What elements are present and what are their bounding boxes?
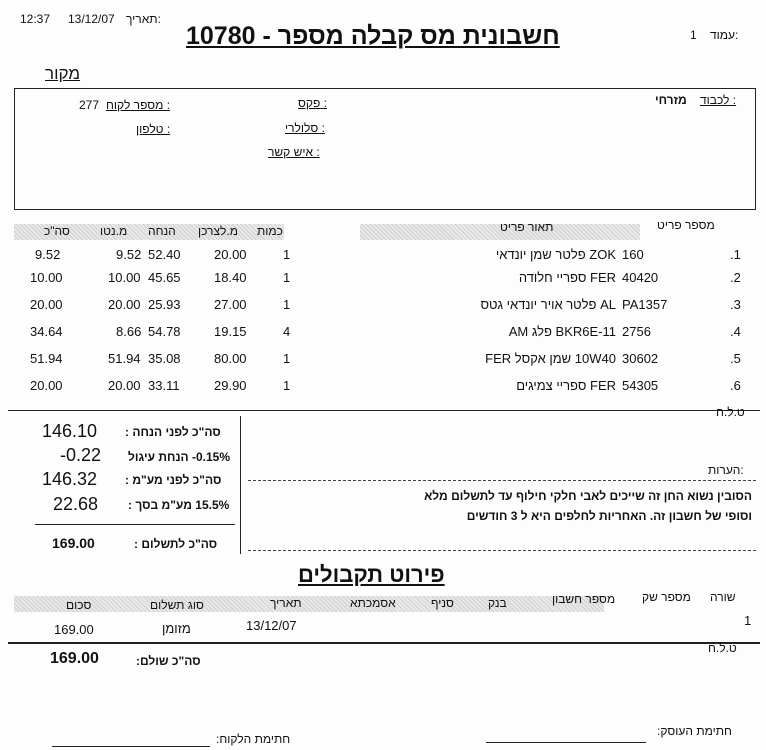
row-code: 160 xyxy=(622,247,644,262)
to-name: מזרחי xyxy=(655,93,687,107)
col-net: מ.נטו xyxy=(100,224,128,238)
row-discount: 52.40 xyxy=(148,247,181,262)
total-paid-label: סה"כ שולם: xyxy=(136,654,201,668)
fax-label: פקס : xyxy=(298,96,327,110)
col-desc: תאור פריט xyxy=(500,220,554,234)
customer-no-label: מספר לקוח : xyxy=(106,98,171,112)
notes-line-2: וסופי של חשבון זה. האחריות לחלפים היא ל 3 חודשים xyxy=(466,509,752,523)
items-tlh: ט.ל.ח xyxy=(716,405,745,419)
page-title: חשבונית מס קבלה מספר - 10780 xyxy=(186,22,560,50)
notes-bottom-rule xyxy=(248,550,756,551)
row-discount: 45.65 xyxy=(148,270,181,285)
page-label: עמוד: xyxy=(710,28,739,42)
table-row xyxy=(0,270,766,294)
col-price: מ.לצרכן xyxy=(198,224,238,238)
row-net: 8.66 xyxy=(116,324,142,339)
row-net: 20.00 xyxy=(108,297,141,312)
customer-signature-label: חתימת הלקוח: xyxy=(216,732,291,746)
row-total: 20.00 xyxy=(30,297,63,312)
customer-no: 277 xyxy=(79,98,100,112)
col-total: סה"כ xyxy=(44,224,70,238)
page-number: 1 xyxy=(690,28,697,42)
total-before-discount: 146.10 xyxy=(42,421,98,441)
total-to-pay: 169.00 xyxy=(52,535,95,551)
row-desc: FER ספריי צמיגים xyxy=(516,378,616,393)
row-price: 27.00 xyxy=(214,297,247,312)
row-code: 40420 xyxy=(622,270,659,285)
row-discount: 54.78 xyxy=(148,324,181,339)
receipts-header-band xyxy=(14,596,604,612)
row-code: 2756 xyxy=(622,324,651,339)
total-before-discount-label: סה"כ לפני הנחה : xyxy=(125,425,221,439)
row-code: 54305 xyxy=(622,378,659,393)
row-qty: 4 xyxy=(283,324,291,339)
receipts-title: פירוט תקבולים xyxy=(298,562,445,587)
row-total: 9.52 xyxy=(35,247,61,262)
rounding-discount: -0.22 xyxy=(60,445,102,465)
customer-signature-line xyxy=(52,746,210,747)
dealer-signature-label: חתימת העוסק: xyxy=(657,724,732,738)
totals-divider xyxy=(240,416,241,554)
rounding-discount-label: 0.15%- הנחת עיגול xyxy=(128,450,231,464)
table-row xyxy=(0,297,766,321)
total-before-vat-label: סה"כ לפני מע"מ : xyxy=(125,473,222,487)
receipt-date: 13/12/07 xyxy=(246,618,297,633)
table-row xyxy=(0,613,766,637)
col-payment-type: סוג תשלום xyxy=(150,598,204,612)
cell-label: סלולרי : xyxy=(285,121,325,135)
date-label: תאריך: xyxy=(126,12,161,26)
row-qty: 1 xyxy=(283,378,291,393)
items-bottom-rule xyxy=(8,410,760,411)
row-qty: 1 xyxy=(283,351,291,366)
row-desc: 10W40 שמן אקסל FER xyxy=(485,351,616,366)
row-desc: AL פלטר אויר יונדאי גטס xyxy=(480,297,616,312)
row-price: 19.15 xyxy=(214,324,247,339)
table-row xyxy=(0,247,766,271)
notes-line-1: הסובין נשוא החן זה שייכים לאבי חלקי חילוף עד לתשלום מלא xyxy=(424,489,752,503)
receipt-line: 1 xyxy=(744,613,752,628)
row-net: 9.52 xyxy=(116,247,142,262)
col-discount: הנחה xyxy=(148,224,176,238)
receipts-bottom-rule xyxy=(8,642,760,644)
total-before-vat: 146.32 xyxy=(42,469,98,489)
row-price: 29.90 xyxy=(214,378,247,393)
row-net: 10.00 xyxy=(108,270,141,285)
row-price: 20.00 xyxy=(214,247,247,262)
receipt-payment-type: מזומן xyxy=(162,621,191,636)
row-code: PA1357 xyxy=(622,297,668,312)
col-line: שורה xyxy=(710,590,736,604)
row-net: 20.00 xyxy=(108,378,141,393)
row-discount: 33.11 xyxy=(148,378,180,393)
vat-label: 15.5% מע"מ בסך : xyxy=(128,498,230,512)
row-desc: FER ספריי חלודה xyxy=(518,270,616,285)
col-item-no: מספר פריט xyxy=(657,218,715,232)
row-qty: 1 xyxy=(283,297,291,312)
receipts-tlh: ט.ל.ח xyxy=(708,641,737,655)
row-total: 20.00 xyxy=(30,378,63,393)
print-date: 13/12/07 xyxy=(68,12,115,26)
row-price: 80.00 xyxy=(214,351,247,366)
row-index: .4 xyxy=(730,324,741,339)
table-row xyxy=(0,378,766,402)
col-reference: אסמכתא xyxy=(350,596,396,610)
notes-label: הערות: xyxy=(708,463,744,477)
row-price: 18.40 xyxy=(214,270,247,285)
row-index: .2 xyxy=(730,270,741,285)
row-total: 34.64 xyxy=(30,324,63,339)
row-qty: 1 xyxy=(283,270,291,285)
row-index: .5 xyxy=(730,351,741,366)
col-amount: סכום xyxy=(66,598,92,612)
dealer-signature-line xyxy=(486,742,646,743)
col-qty: כמות xyxy=(257,224,283,238)
col-branch: סניף xyxy=(431,596,454,610)
row-discount: 25.93 xyxy=(148,297,181,312)
totals-rule xyxy=(35,524,235,525)
row-discount: 35.08 xyxy=(148,351,181,366)
total-to-pay-label: סה"כ לתשלום : xyxy=(134,537,218,551)
row-index: .6 xyxy=(730,378,741,393)
row-total: 10.00 xyxy=(30,270,63,285)
row-code: 30602 xyxy=(622,351,659,366)
row-qty: 1 xyxy=(283,247,291,262)
col-date: תאריך xyxy=(270,596,302,610)
vat-amount: 22.68 xyxy=(53,494,99,514)
row-desc: BKR6E-11 פלג AM xyxy=(508,324,616,339)
row-index: .1 xyxy=(730,247,741,262)
col-check-no: מספר שק xyxy=(642,590,691,604)
col-account-no: מספר חשבון xyxy=(552,592,616,606)
row-index: .3 xyxy=(730,297,741,312)
row-desc: ZOK פלטר שמן יונדאי xyxy=(495,247,616,262)
col-bank: בנק xyxy=(488,596,507,610)
print-time: 12:37 xyxy=(20,12,51,26)
source-label: מקור xyxy=(45,64,81,83)
total-paid: 169.00 xyxy=(50,650,99,667)
table-row xyxy=(0,351,766,375)
notes-top-rule xyxy=(248,480,756,481)
table-row xyxy=(0,324,766,348)
receipt-amount: 169.00 xyxy=(54,622,94,637)
row-total: 51.94 xyxy=(30,351,63,366)
row-net: 51.94 xyxy=(108,351,141,366)
phone-label: טלפון : xyxy=(136,122,171,136)
to-label: לכבוד : xyxy=(700,93,737,107)
contact-label: איש קשר : xyxy=(268,145,320,159)
